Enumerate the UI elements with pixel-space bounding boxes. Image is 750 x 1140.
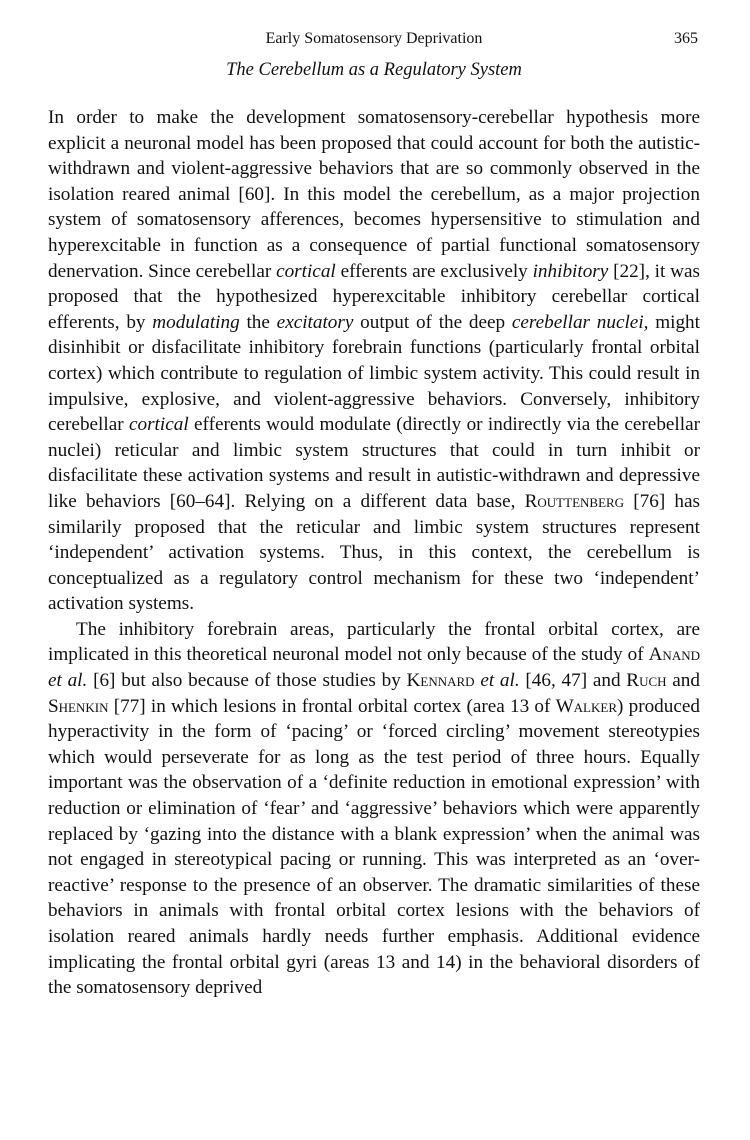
page-number: 365 — [674, 30, 698, 47]
text-run: might disinhibit or disfacilitate inhibitory forebrain functions (particularly frontal orbital cortex) which contribute to regulation of limbic system activity. This could result in impulsive, explosive, and violent-aggressive behaviors. Conversely, inhibitory cerebellar — [48, 311, 700, 436]
running-header — [48, 26, 700, 52]
document-page — [48, 26, 700, 1001]
paragraph-2 — [48, 617, 700, 1001]
author-name: Anand — [648, 644, 700, 666]
text-run: [6] but also because of those studies by — [87, 670, 407, 692]
italic-term: et al. — [48, 670, 88, 692]
italic-term: inhibitory — [532, 260, 609, 282]
text-run: [22], it was proposed that the hypothesized hyperexcitable inhibitory cerebellar cortical efferents, by — [48, 260, 700, 333]
author-name: Walker — [555, 695, 618, 717]
text-run: output of the deep — [353, 311, 512, 333]
italic-term: cerebellar nuclei, — [511, 311, 649, 333]
italic-term: et al. — [480, 670, 520, 692]
text-run: the — [239, 311, 277, 333]
running-title: Early Somatosensory Deprivation — [265, 30, 483, 47]
author-name: Shenkin — [48, 695, 109, 717]
text-run: In order to make the development somatosensory-cerebellar hypothesis more explicit a neuronal model has been proposed that could account for both the autistic-withdrawn and violent-aggressive behaviors that are so commonly observed in the isolation reared animal [60]. In this model the cerebellum, as a major projection system of somatosensory afferences, becomes hypersensitive to stimulation and hyperexcitable in function as a consequence of partial functional somatosensory denervation. Since cerebellar — [48, 107, 700, 282]
section-heading: The Cerebellum as a Regulatory System — [226, 60, 522, 80]
text-run: and — [666, 670, 700, 692]
author-name: Ruch — [626, 670, 667, 692]
author-name: Routtenberg — [524, 490, 625, 512]
italic-term: cortical — [128, 414, 189, 436]
text-run: efferents are exclusively — [335, 260, 533, 282]
text-run: [77] in which lesions in frontal orbital cortex (area 13 of — [108, 695, 556, 717]
text-run: ) produced hyperactivity in the form of ‘pacing’ or ‘forced circling’ movement stereotypies which would perseverate for as long as the test period of three hours. Equally important was the observation of a ‘definite reduction in emotional expression’ with reduction or elimination of ‘fear’ and ‘aggressive’ behaviors which were apparently replaced by ‘gazing into the distance with a blank expression’ when the animal was not engaged in stereotypical pacing or running. This was interpreted as an ‘over-reactive’ response to the presence of an observer. The dramatic similarities of these behaviors in animals with frontal orbital cortex lesions with the behaviors of isolation reared animals hardly needs further emphasis. Additional evidence implicating the frontal orbital gyri (areas 13 and 14) in the behavioral disorders of the somatosensory deprived — [48, 695, 700, 999]
text-run: [76] has similarily proposed that the reticular and limbic system structures represent ‘independent’ activation systems. Thus, in this context, the cerebellum is conceptualized as a regulatory control mechanism for these two ‘independent’ activation systems. — [48, 490, 700, 615]
italic-term: cortical — [276, 260, 336, 282]
italic-term: modulating — [152, 311, 240, 333]
italic-term: excitatory — [276, 311, 354, 333]
text-run: The inhibitory forebrain areas, particularly the frontal orbital cortex, are implicated in this theoretical neuronal model not only because of the study of — [48, 618, 700, 666]
text-run: [46, 47] and — [519, 670, 627, 692]
text-run: efferents would modulate (directly or indirectly via the cerebellar nuclei) reticular and limbic system structures that could in turn inhibit or disfacilitate these activation systems and result in autistic-withdrawn and depressive like behaviors [60–64]. Relying on a different data base, — [48, 414, 700, 512]
author-name: Kennard — [406, 670, 475, 692]
paragraph-1 — [48, 105, 700, 617]
